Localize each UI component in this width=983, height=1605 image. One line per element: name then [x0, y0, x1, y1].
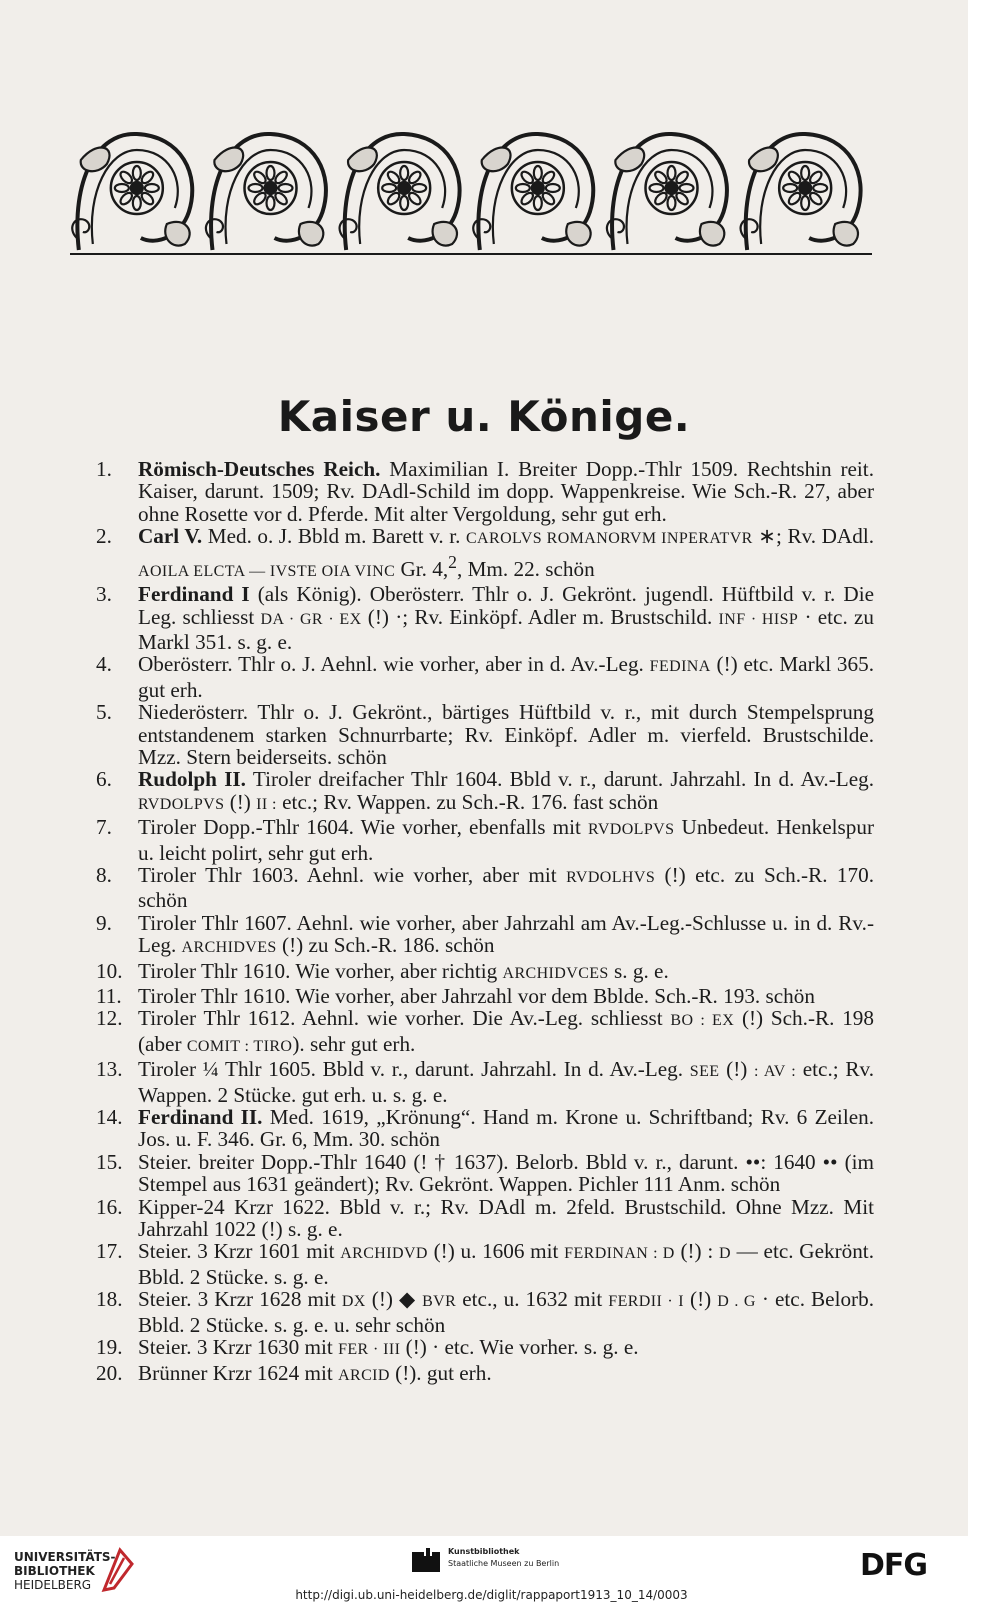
entry-number: 10. — [96, 958, 123, 983]
entry-number: 16. — [96, 1194, 123, 1219]
entry-number: 14. — [96, 1105, 123, 1130]
catalog-entry — [96, 653, 874, 701]
entry-text: Kipper-24 Krzr 1622. Bbld v. r.; Rv. DAdl m. 2feld. Brustschild. Ohne Mzz. Mit Jahrzahl 1022 (!) s. g. e. — [138, 1194, 874, 1242]
entry-text: Tiroler Thlr 1610. Wie vorher, aber Jahrzahl vor dem Bblde. Sch.-R. 193. schön — [138, 984, 815, 1008]
entry-text: Steier. 3 Krzr 1628 mit DX (!) ◆ BVR etc., u. 1632 mit FERDII · I (!) D . G · etc. Belorb. Bbld. 2 Stücke. s. g. e. u. sehr schön — [138, 1287, 875, 1337]
catalog-entry — [96, 1151, 874, 1196]
entry-number: 11. — [96, 984, 122, 1008]
entry-number: 18. — [96, 1287, 123, 1312]
catalog-entry — [96, 960, 874, 985]
entry-number: 20. — [96, 1360, 123, 1385]
entry-number: 3. — [96, 582, 112, 607]
catalog-entry — [96, 701, 874, 768]
entry-text: Tiroler Thlr 1603. Aehnl. wie vorher, aber mit RVDOLHVS (!) etc. zu Sch.-R. 170. schön — [138, 862, 874, 913]
catalog-entry — [96, 864, 874, 912]
catalog-entry — [96, 985, 874, 1007]
entry-text: Brünner Krzr 1624 mit ARCID (!). gut erh. — [138, 1360, 492, 1385]
entry-text: Rudolph II. Tiroler dreifacher Thlr 1604. Bbld v. r., darunt. Jahrzahl. In d. Av.-Leg. RVDOLPVS (!) II : etc.; Rv. Wappen. zu Sch.-R. 176. fast schön — [138, 767, 875, 814]
entry-text: Tiroler Thlr 1612. Aehnl. wie vorher. Die Av.-Leg. schliesst BO : EX (!) Sch.-R. 198 (aber COMIT : TIRO). sehr gut erh. — [138, 1006, 874, 1056]
dfg-logo[interactable]: DFG — [860, 1548, 928, 1583]
entry-text: Ferdinand II. Med. 1619, „Krönung“. Hand m. Krone u. Schriftband; Rv. 6 Zeilen. Jos. u. F. 346. Gr. 6, Mm. 30. schön — [138, 1105, 874, 1152]
entry-text: Tiroler Thlr 1607. Aehnl. wie vorher, aber Jahrzahl am Av.-Leg.-Schlusse u. in d. Rv.-Leg. ARCHIDVES (!) zu Sch.-R. 186. schön — [138, 910, 874, 958]
entry-text: Tiroler Dopp.-Thlr 1604. Wie vorher, ebenfalls mit RVDOLPVS Unbedeut. Henkelspur u. leicht polirt, sehr gut erh. — [138, 815, 874, 865]
entry-number: 2. — [96, 524, 112, 549]
entry-text: Ferdinand I (als König). Oberösterr. Thlr o. J. Gekrönt. jugendl. Hüftbild v. r. Die Leg. schliesst DA · GR · EX (!) ·; Rv. Einköpf. Adler m. Brustschild. INF · HISP · etc. zu Markl 351. s. g. e. — [138, 582, 874, 654]
catalog-entry — [96, 816, 874, 864]
entry-number: 7. — [96, 815, 112, 840]
entry-text: Carl V. Med. o. J. Bbld m. Barett v. r. CAROLVS ROMANORVM INPERATVR ∗; Rv. DAdl. AOILA ELCTA — IVSTE OIA VINC Gr. 4,$^2$, Mm. 22. schön — [138, 524, 875, 581]
ub-logo-line-2: BIBLIOTHEK — [14, 1564, 95, 1578]
entry-text: Steier. 3 Krzr 1601 mit ARCHIDVD (!) u. 1606 mit FERDINAN : D (!) : D — etc. Gekrönt. Bbld. 2 Stücke. s. g. e. — [138, 1239, 874, 1289]
entry-text: Steier. 3 Krzr 1630 mit FER · III (!) · etc. Wie vorher. s. g. e. — [138, 1335, 639, 1360]
entry-number: 17. — [96, 1239, 123, 1264]
entry-text: Tiroler Thlr 1610. Wie vorher, aber richtig ARCHIDVCES s. g. e. — [138, 958, 669, 983]
ornamental-vignette — [70, 120, 872, 270]
catalog-entry — [96, 1196, 874, 1241]
catalog-entry — [96, 525, 874, 583]
entry-number: 4. — [96, 652, 112, 677]
kb-logo-line-1: Kunstbibliothek — [448, 1547, 520, 1556]
entry-text: Tiroler ¼ Thlr 1605. Bbld v. r., darunt. Jahrzahl. In d. Av.-Leg. SEE (!) : AV : etc.; Rv. Wappen. 2 Stücke. gut erh. u. s. g. e. — [138, 1057, 875, 1107]
entry-number: 6. — [96, 767, 112, 792]
entry-text: Oberösterr. Thlr o. J. Aehnl. wie vorher, aber in d. Av.-Leg. FEDINA (!) etc. Markl 365. gut erh. — [138, 652, 875, 702]
catalog-entry — [96, 1336, 874, 1361]
footer — [0, 1536, 983, 1605]
entry-number: 1. — [96, 457, 112, 481]
catalog-entry — [96, 1362, 874, 1387]
catalog-entry — [96, 768, 874, 816]
catalog-entry — [96, 1240, 874, 1288]
entry-number: 19. — [96, 1335, 123, 1360]
kunstbibliothek-logo-icon — [412, 1548, 440, 1572]
catalog-entry — [96, 1058, 874, 1106]
catalog-entry — [96, 458, 874, 525]
entry-text: Römisch-Deutsches Reich. Maximilian I. Breiter Dopp.-Thlr 1509. Rechtshin reit. Kaiser, darunt. 1509; Rv. DAdl-Schild im dopp. Wappenkreise. Wie Sch.-R. 27, aber ohne Rosette vor d. Pferde. Mit alter Vergoldung, sehr gut erh. — [138, 457, 874, 526]
ub-logo-line-1: UNIVERSITÄTS- — [14, 1550, 116, 1564]
kb-logo-line-2: Staatliche Museen zu Berlin — [448, 1559, 560, 1568]
catalog-entry — [96, 1007, 874, 1058]
entry-number: 8. — [96, 862, 112, 887]
ub-logo-line-3: HEIDELBERG — [14, 1578, 92, 1592]
catalog-entry — [96, 1288, 874, 1336]
source-url-link[interactable]: http://digi.ub.uni-heidelberg.de/diglit/rappaport1913_10_14/0003 — [295, 1588, 688, 1602]
entry-number: 9. — [96, 910, 112, 935]
catalog-entry-list — [96, 458, 874, 1387]
entry-number: 15. — [96, 1149, 123, 1174]
entry-number: 5. — [96, 700, 112, 725]
catalog-entry — [96, 583, 874, 653]
ub-logo-icon — [100, 1544, 136, 1594]
entry-text: Niederösterr. Thlr o. J. Gekrönt., bärtiges Hüftbild v. r., mit durch Stempelsprung entstandenem starken Schnurrbarte; Rv. Einköpf. Adler m. vierfeld. Brustschilde. Mzz. Stern beiderseits. schön — [138, 700, 874, 769]
catalog-entry — [96, 1106, 874, 1151]
scan-margin — [968, 0, 983, 1536]
entry-number: 13. — [96, 1057, 123, 1082]
kunstbibliothek-logo[interactable] — [448, 1546, 559, 1570]
catalog-entry — [96, 912, 874, 960]
entry-number: 12. — [96, 1006, 123, 1031]
entry-text: Steier. breiter Dopp.-Thlr 1640 (! † 1637). Belorb. Bbld v. r., darunt. ••: 1640 •• (im Stempel aus 1631 geändert); Rv. Gekrönt. Wappen. Pichler 111 Anm. schön — [138, 1149, 874, 1197]
page-title: Kaiser u. Könige. — [277, 392, 691, 441]
